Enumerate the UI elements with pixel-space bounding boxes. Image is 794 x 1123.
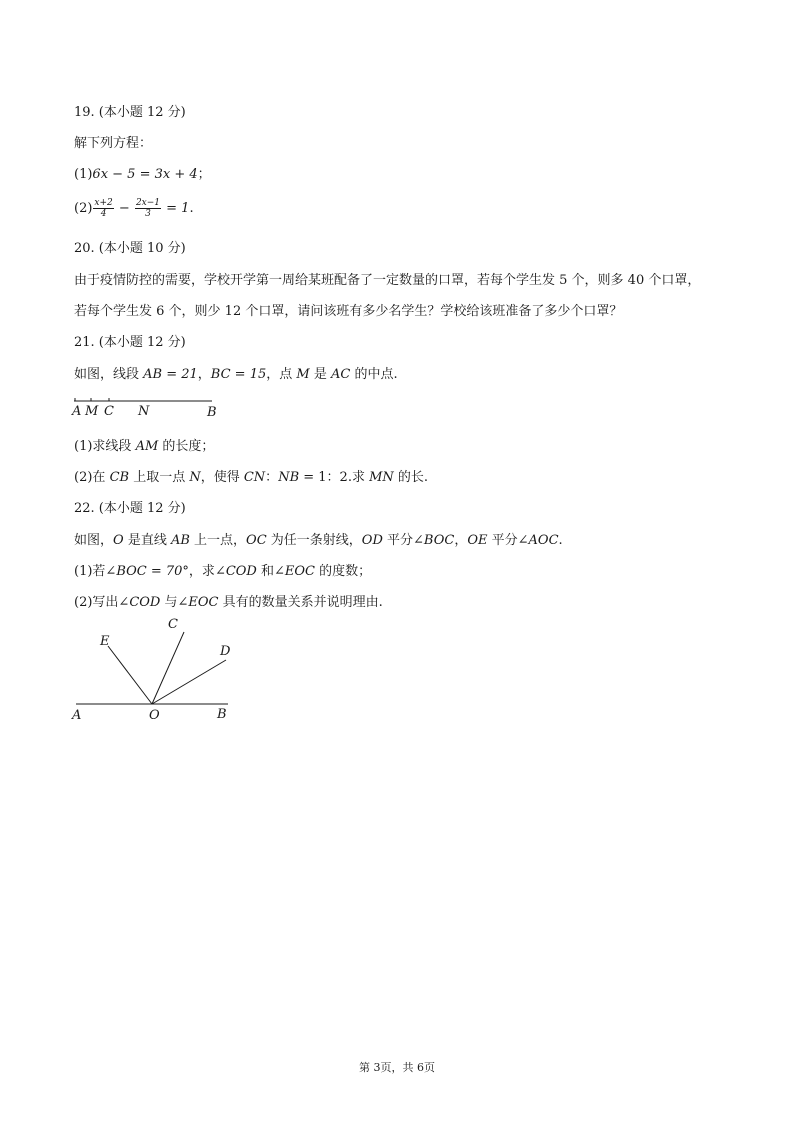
- q22-given-angle-boc: ∠BOC: [413, 533, 455, 548]
- q21-part2-mn: MN: [369, 470, 394, 485]
- q22-given-t5: 平分: [382, 533, 414, 548]
- q21-header: 21. (本小题 12 分): [74, 335, 186, 350]
- q21-part1-t1: (1)求线段: [74, 439, 136, 454]
- q21-part2: [74, 469, 428, 487]
- q19-fraction-2-numerator: 2x−1: [135, 198, 161, 208]
- q21-part2-t2: 上取一点: [129, 470, 190, 485]
- q22-given-t4: 为任一条射线，: [266, 533, 362, 548]
- q21-part2-t3: ，使得: [200, 470, 244, 485]
- q22-given-t6: ，: [454, 533, 468, 548]
- q21-given-bc: BC = 15: [210, 367, 267, 382]
- q22-part1-t4: 的度数；: [315, 564, 372, 579]
- q21-segment-figure: [70, 394, 230, 420]
- q22-given-t7: 平分: [487, 533, 518, 548]
- q22-part1-t1: (1)若: [74, 564, 106, 579]
- q21-part1-t2: 的长度；: [158, 439, 215, 454]
- q21-label-n: N: [138, 404, 150, 419]
- q21-label-a: A: [72, 404, 82, 419]
- q21-part1: [74, 438, 214, 456]
- q19-rhs: = 1: [162, 201, 190, 216]
- q22-label-b: B: [217, 707, 227, 722]
- q21-given: [74, 366, 398, 384]
- q20-text-line-1: 由于疫情防控的需要，学校开学第一周给某班配备了一定数量的口罩，若每个学生发 5 个，则多 40 个口罩，: [74, 273, 701, 288]
- q22-part2-angle-eoc: ∠EOC: [177, 595, 219, 610]
- q20-text-line-2: 若每个学生发 6 个，则少 12 个口罩，请问该班有多少名学生？学校给该班准备了多少个口罩？: [74, 304, 623, 319]
- q21-part2-n: N: [189, 470, 201, 485]
- q22-ray-oc: [152, 632, 184, 704]
- q19-part2-prefix: (2): [74, 201, 93, 216]
- q22-part1: [74, 563, 371, 581]
- q19-part2: [74, 198, 194, 220]
- q22-part2-t3: 具有的数量关系并说明理由.: [218, 595, 383, 610]
- q19-fraction-1-numerator: x+2: [94, 198, 113, 208]
- q19-header: 19. (本小题 12 分): [74, 105, 186, 120]
- q19-equation-1: 6x − 5 = 3x + 4: [92, 167, 198, 182]
- q22-given-od: OD: [361, 533, 383, 548]
- q22-given-oe: OE: [467, 533, 488, 548]
- q22-part1-angle-cod: ∠COD: [214, 564, 257, 579]
- q21-given-t2: ，: [197, 367, 211, 382]
- q21-given-ac: AC: [330, 367, 351, 382]
- q22-given-t2: 是直线: [123, 533, 171, 548]
- q21-given-t4: 是: [309, 367, 331, 382]
- q19-part1-prefix: (1): [74, 167, 93, 182]
- q22-part2: [74, 594, 383, 612]
- q22-label-a: A: [72, 708, 82, 723]
- q19-fraction-2: [135, 198, 161, 219]
- q21-part2-cn: CN: [243, 470, 266, 485]
- q19-part1-end: ；: [197, 167, 211, 182]
- q22-given-ab: AB: [170, 533, 190, 548]
- q21-given-t1: 如图，线段: [74, 367, 144, 382]
- q21-part2-t6: 的长.: [393, 470, 429, 485]
- q22-label-c: C: [168, 617, 178, 632]
- q21-label-c: C: [104, 404, 114, 419]
- q22-given-o: O: [113, 533, 124, 548]
- q22-label-o: O: [149, 708, 160, 723]
- q19-fraction-2-denominator: 3: [145, 209, 151, 219]
- q22-part1-t2: ，求: [188, 564, 215, 579]
- q21-part2-t5: = 1：2.求: [299, 470, 370, 485]
- q19-fraction-1: [93, 198, 113, 219]
- q19-part1: [74, 166, 211, 184]
- q19-fraction-1-denominator: 4: [100, 209, 107, 219]
- q22-label-d: D: [220, 644, 231, 659]
- q22-part1-angle-eoc: ∠EOC: [274, 564, 315, 579]
- q22-given-angle-aoc: ∠AOC: [517, 533, 559, 548]
- q21-given-t3: ，点: [266, 367, 297, 382]
- q22-part2-angle-cod: ∠COD: [118, 595, 161, 610]
- q22-header: 22. (本小题 12 分): [74, 501, 186, 516]
- q22-angle-figure: [68, 612, 240, 724]
- q22-given-t1: 如图，: [74, 533, 114, 548]
- q20-header: 20. (本小题 10 分): [74, 241, 186, 256]
- q22-ray-od: [152, 660, 226, 704]
- q21-part2-t4: ：: [265, 470, 279, 485]
- q22-part1-angle-boc: ∠BOC = 70°: [105, 564, 189, 579]
- q22-part2-t2: 与: [160, 595, 178, 610]
- q22-given: [74, 532, 563, 550]
- q19-minus: −: [114, 201, 134, 216]
- q22-part2-t1: (2)写出: [74, 595, 119, 610]
- q21-label-b: B: [207, 405, 217, 420]
- q22-label-e: E: [100, 634, 110, 649]
- q21-given-t5: 的中点.: [350, 367, 398, 382]
- q22-part1-t3: 和: [256, 564, 274, 579]
- q19-intro: 解下列方程：: [74, 136, 153, 151]
- q21-label-m: M: [85, 404, 99, 419]
- q21-given-m: M: [296, 367, 310, 382]
- q22-given-oc: OC: [246, 533, 267, 548]
- q22-ray-oe: [108, 646, 152, 704]
- page-footer: 第 3页，共 6页: [359, 1061, 435, 1074]
- q19-part2-end: .: [189, 201, 194, 216]
- q22-given-t8: .: [558, 533, 563, 548]
- q21-part1-am: AM: [135, 439, 159, 454]
- q22-given-t3: 上一点，: [189, 533, 247, 548]
- q21-given-ab: AB = 21: [143, 367, 198, 382]
- q21-part2-cb: CB: [109, 470, 130, 485]
- q21-part2-nb: NB: [278, 470, 300, 485]
- q21-part2-t1: (2)在: [74, 470, 110, 485]
